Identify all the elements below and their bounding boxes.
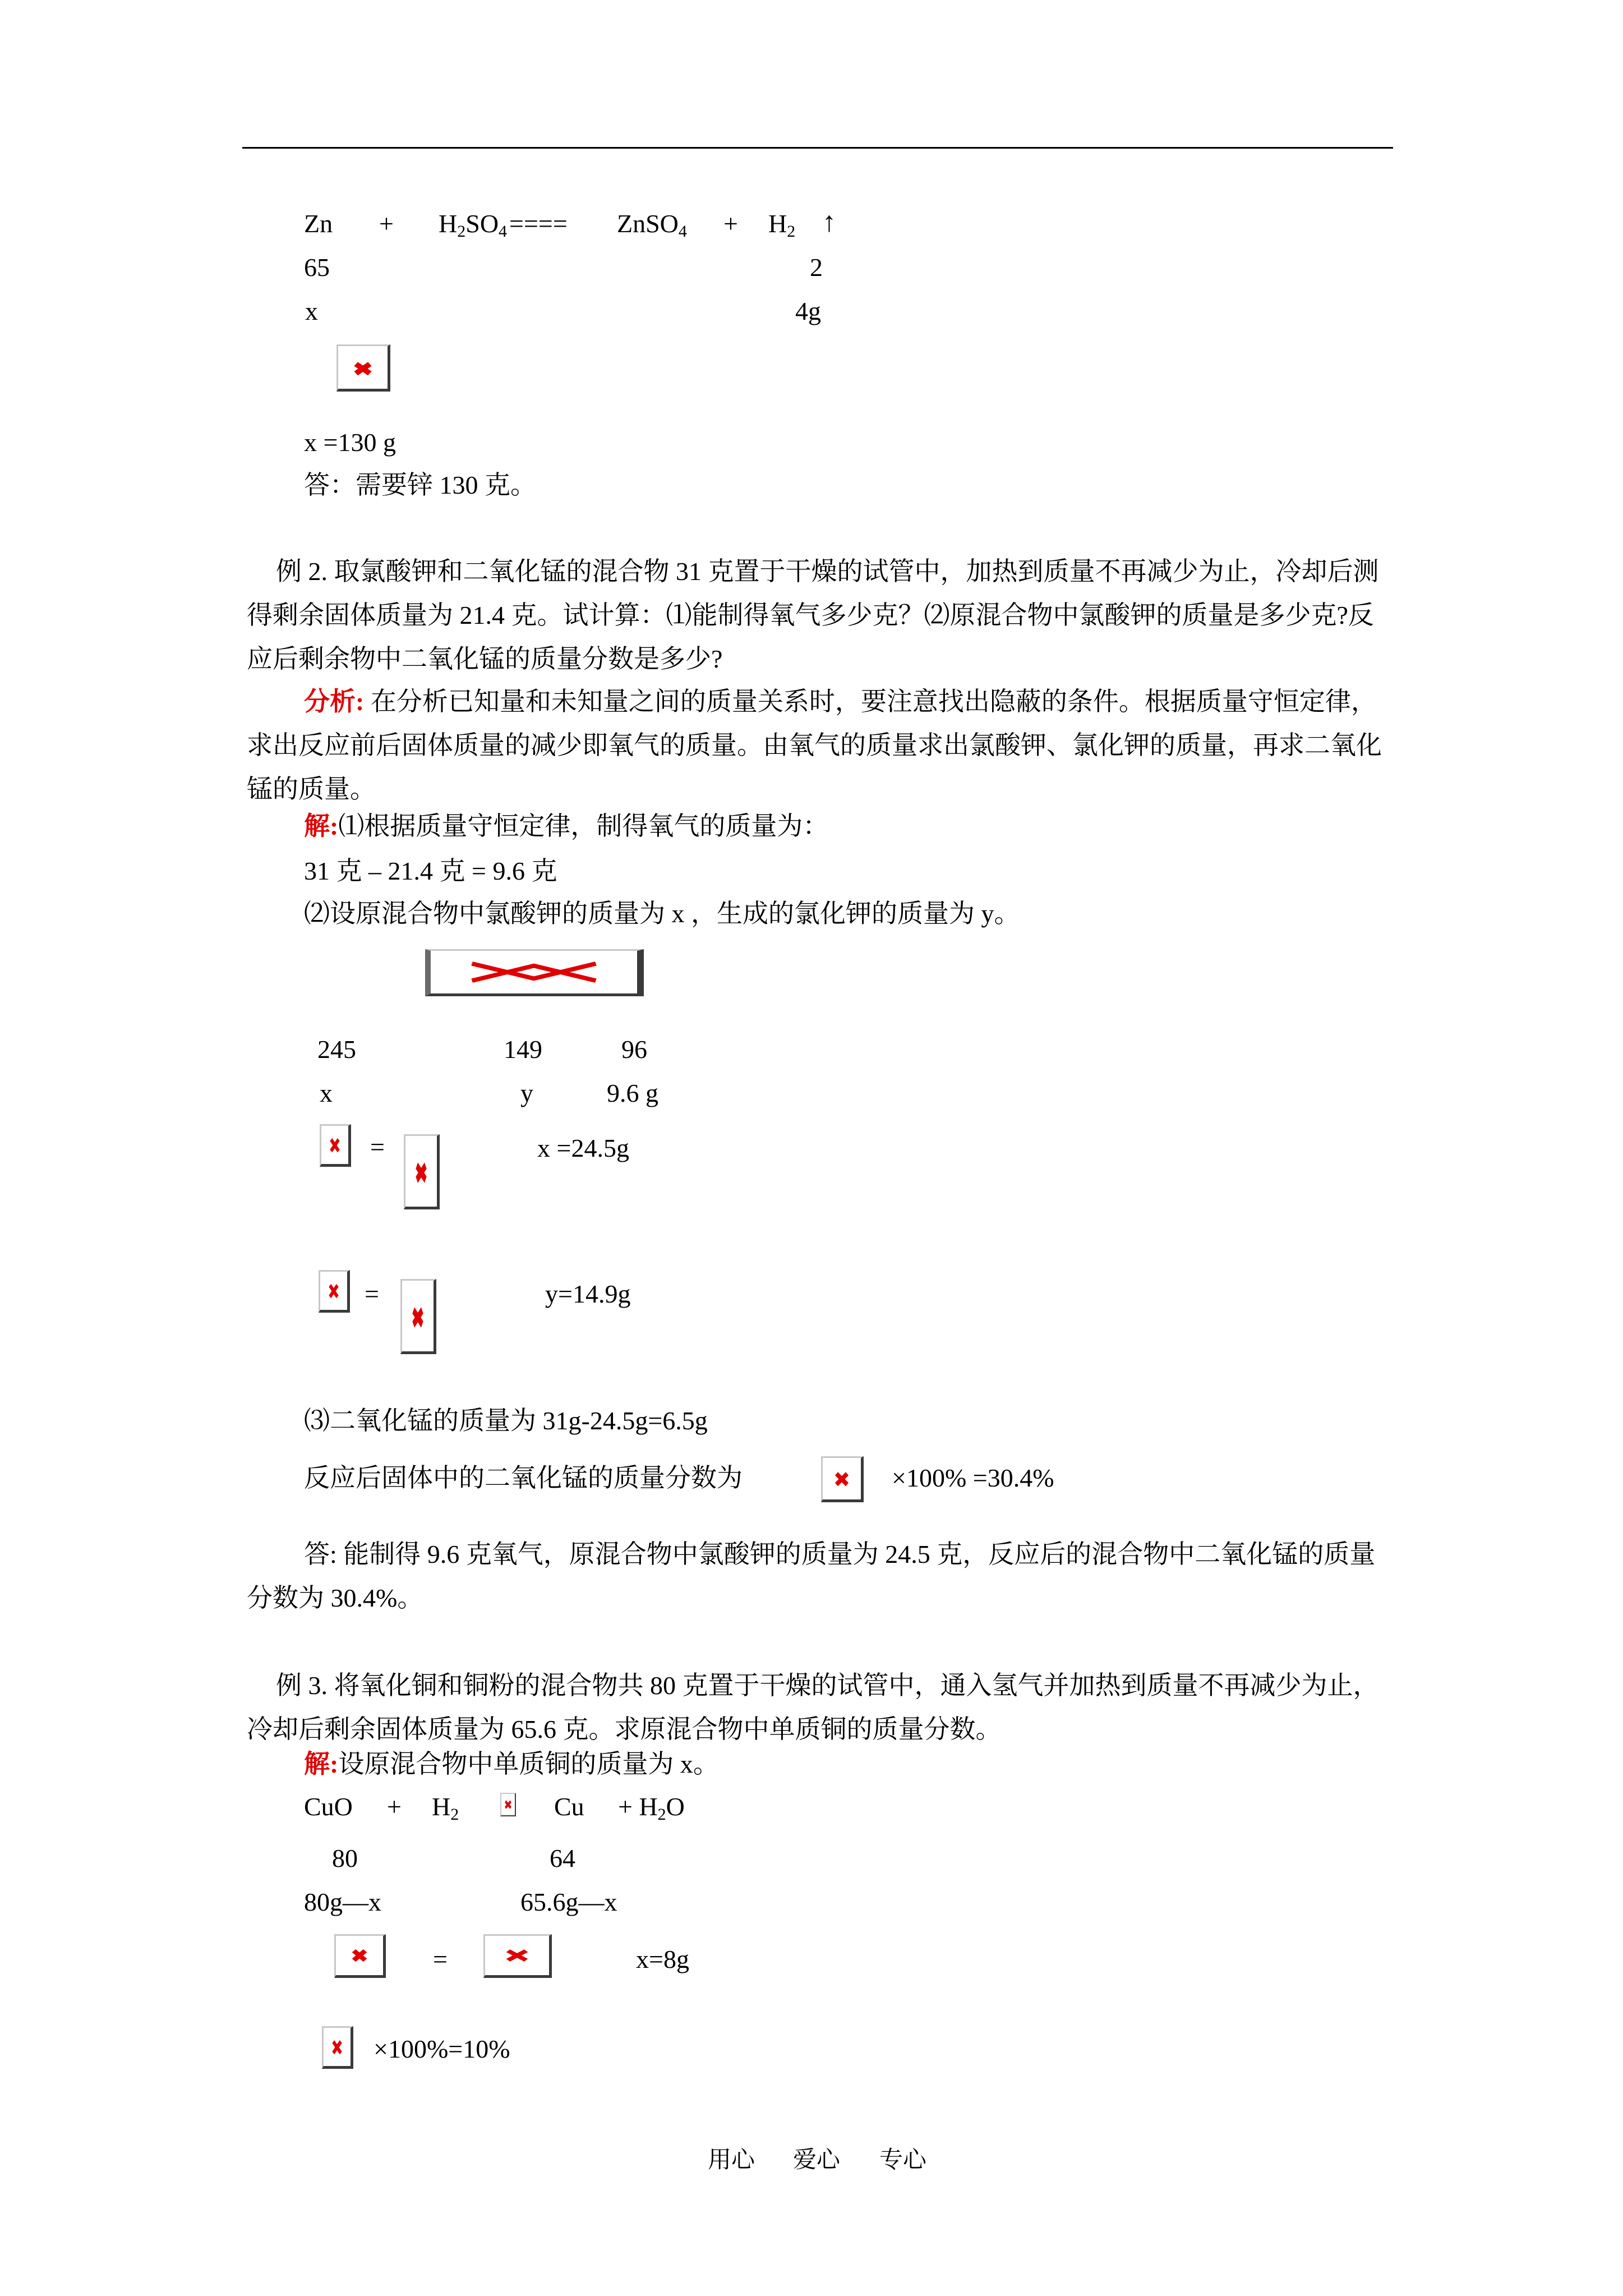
broken-image-icon: [500, 1793, 516, 1816]
percent-result: ×100%=10%: [374, 2035, 510, 2063]
equation-zinc: [304, 211, 333, 237]
formula-h2so4: $H_2SO_4====$: [439, 209, 568, 241]
equals-sign: =: [433, 1945, 448, 1973]
result-x: x=8g: [636, 1945, 689, 1973]
result-y: y=14.9g: [545, 1280, 631, 1308]
step-1-calculation: 31 克 – 21.4 克 = 9.6 克: [304, 857, 557, 885]
footer-text: 爱心: [793, 2147, 841, 2173]
solution-line: [304, 1751, 719, 1777]
mass-cu-expression: 65.6g—x: [520, 1888, 617, 1916]
formula-h2o: + $H_2O$: [618, 1792, 685, 1824]
solution-label: 解:: [304, 1750, 339, 1778]
example-2-question: 例 2. 取氯酸钾和二氧化锰的混合物 31 克置于干燥的试管中，加热到质量不再减少为止，冷却后测得剩余固体质量为 21.4 克。试计算：⑴能制得氧气多少克？⑵原混合物中氯酸钾的质量是多少克?反应后剩余物中二氧化锰的质量分数是多少?: [247, 557, 1379, 673]
molar-mass-cu: 64: [550, 1844, 575, 1872]
formula-cuo: CuO: [304, 1792, 353, 1821]
equals-sign: =: [365, 1280, 379, 1308]
broken-image-icon: [821, 1456, 864, 1502]
molar-mass-o2: 96: [621, 1035, 647, 1064]
broken-image-icon: [483, 1934, 552, 1978]
formula-h2: $H_2$: [432, 1792, 459, 1824]
given-o2-mass: 9.6 g: [607, 1079, 658, 1107]
broken-image-icon: [404, 1134, 440, 1209]
mass-cuo-expression: 80g—x: [304, 1888, 381, 1916]
header-rule: [242, 147, 1393, 149]
broken-image-icon: [336, 344, 390, 392]
example-3-question: 例 3. 将氧化铜和铜粉的混合物共 80 克置于干燥的试管中，通入氢气并加热到质量不再减少为止，冷却后剩余固体质量为 65.6 克。求原混合物中单质铜的质量分数。: [247, 1671, 1379, 1743]
analysis-text: 在分析已知量和未知量之间的质量关系时，要注意找出隐蔽的条件。根据质量守恒定律，求出反应前后固体质量的减少即氧气的质量。由氧气的质量求出氯酸钾、氯化钾的质量，再求二氧化锰的质量。: [247, 687, 1382, 803]
unknown-x: x: [305, 297, 318, 325]
answer-line: 答：需要锌 130 克。: [304, 471, 536, 499]
up-arrow-icon: ↑: [822, 206, 836, 237]
example-2-answer: 答: 能制得 9.6 克氧气，原混合物中氯酸钾的质量为 24.5 克，反应后的混合物中二氧化锰的质量分数为 30.4%。: [247, 1540, 1376, 1612]
molar-mass-zn: 65: [304, 253, 330, 282]
equals-sign: =: [370, 1133, 385, 1161]
analysis-label: 分析:: [304, 687, 365, 716]
broken-image-icon: [400, 1279, 436, 1354]
unknown-x: x: [320, 1079, 333, 1107]
molar-mass-h2: 2: [810, 253, 823, 282]
unknown-y: y: [520, 1079, 533, 1107]
analysis-paragraph: [247, 680, 1394, 811]
given-h2-mass: 4g: [795, 297, 821, 325]
formula-cu: Cu: [554, 1792, 584, 1821]
broken-image-icon: [319, 1270, 350, 1313]
molar-mass-kcl: 149: [504, 1035, 542, 1064]
solution-label: 解:: [304, 812, 339, 840]
broken-image-icon: [334, 1934, 386, 1978]
formula-znso4: ZnSO$_4$: [617, 209, 687, 241]
plus-sign: +: [723, 209, 738, 238]
broken-image-icon: [320, 1124, 351, 1167]
footer-text: 专心: [879, 2147, 927, 2173]
fraction-result: ×100% =30.4%: [892, 1464, 1054, 1492]
solution-line: [304, 813, 828, 839]
fraction-text: 反应后固体中的二氧化锰的质量分数为: [304, 1464, 743, 1492]
footer-text: 用心: [708, 2147, 755, 2173]
solution-text: 设原混合物中单质铜的质量为 x。: [338, 1750, 719, 1778]
broken-image-icon: [425, 949, 644, 996]
molar-mass-kclo3: 245: [317, 1035, 356, 1064]
step-2: ⑵设原混合物中氯酸钾的质量为 x ，生成的氯化钾的质量为 y。: [304, 899, 1020, 928]
result-x: x =24.5g: [537, 1134, 629, 1162]
broken-image-icon: [322, 2026, 353, 2069]
result-x: x =130 g: [304, 428, 396, 457]
plus-sign: +: [379, 209, 394, 238]
step-3: ⑶二氧化锰的质量为 31g-24.5g=6.5g: [304, 1406, 708, 1435]
molar-mass-cuo: 80: [332, 1844, 358, 1872]
formula-zn: Zn: [304, 209, 333, 238]
formula-h2: $H_2$: [768, 209, 796, 241]
plus-sign: +: [387, 1792, 402, 1821]
step-1: ⑴根据质量守恒定律，制得氧气的质量为：: [338, 812, 829, 840]
